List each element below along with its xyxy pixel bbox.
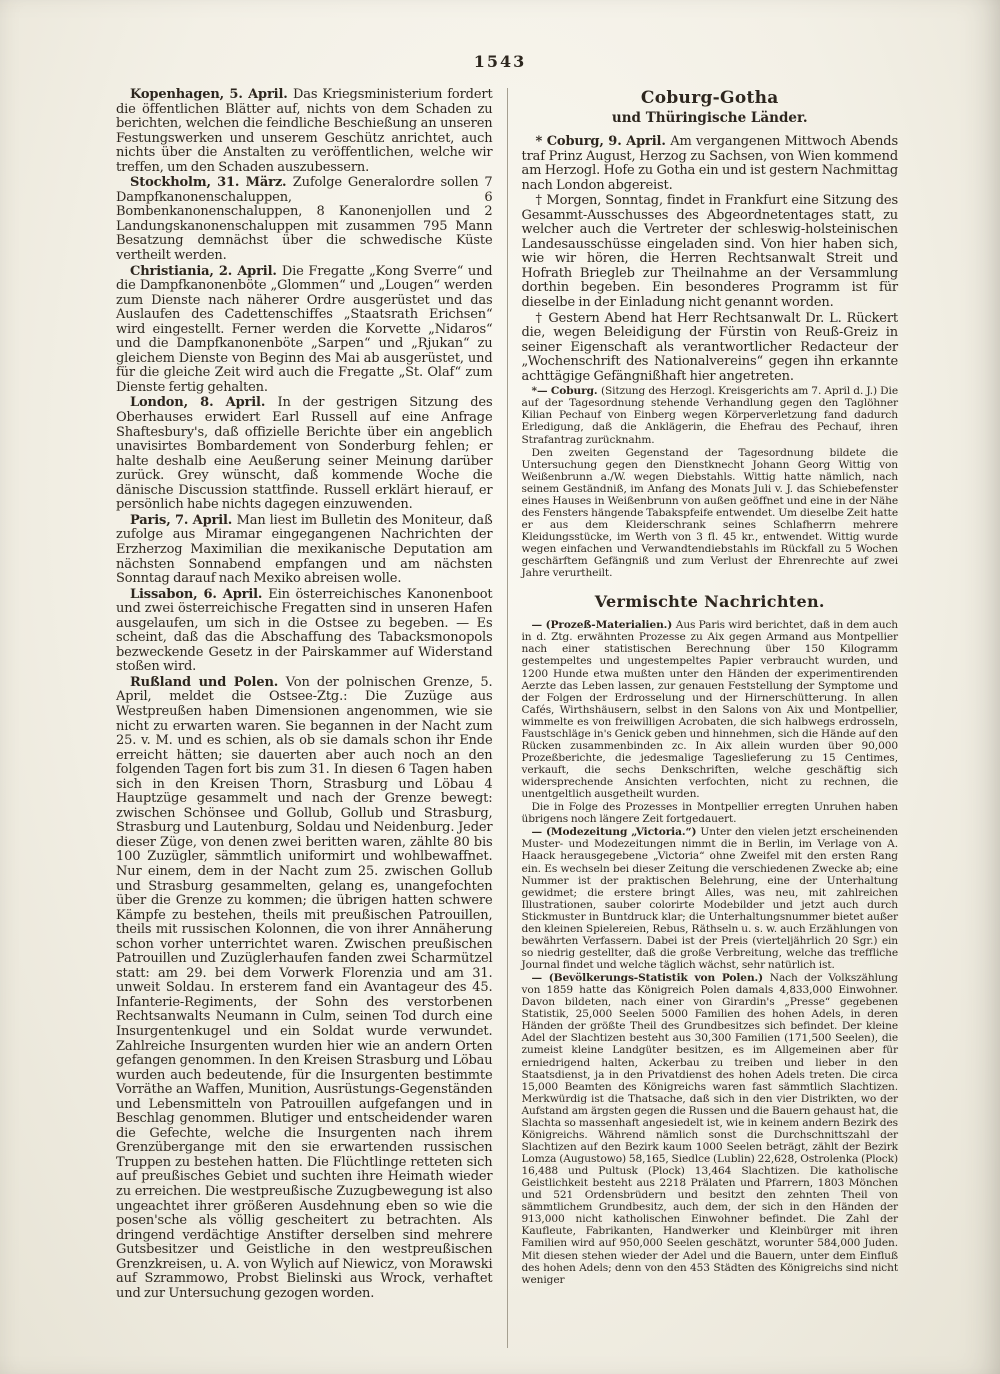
section-articles — [522, 619, 899, 1285]
article-paragraph: Paris, 7. April. Man liest im Bulletin des Moniteur, daß zufolge aus Miramar eingegangenen Nachrichten der Erzherzog Maximilian die mexikanische Deputation am nächsten Sonnabend empfangen und am nächsten Sonntag darauf nach Mexiko abreisen wolle. — [116, 512, 493, 587]
section-coburg-gotha — [522, 88, 899, 579]
article-paragraph: Lissabon, 6. April. Ein österreichisches Kanonenboot und zwei österreichische Fregatten sind in unseren Hafen ausgelaufen, um sich in die Ostsee zu begeben. — Es scheint, daß das die Abschaffung des Tabacksmonopols bezweckende Gesetz in der Pairskammer auf Widerstand stoßen wird. — [116, 586, 493, 675]
article-dateline: Lissabon, 6. April. — [130, 586, 269, 602]
article-dateline: Kopenhagen, 5. April. — [130, 87, 293, 102]
article-paragraph: Den zweiten Gegenstand der Tagesordnung bildete die Untersuchung gegen den Dienstknecht Johann Georg Wittig von Weißenbrunn a./W. wegen Diebstahls. Wittig hatte nämlich, nach seinem Geständniß, im Anfang des Monats Juli v. J. das Schiebefenster eines Hauses in Weißenbrunn von außen geöffnet und eine in der Nähe des Fensters hängende Tabakspfeife entwendet. Um dieselbe Zeit hatte er aus dem Kleiderschrank seines Schlafherrn mehrere Kleidungsstücke, im Werth von 3 fl. 45 kr., entwendet. Wittig wurde wegen einfachen und Verwandtendiebstahls im Rückfall zu 5 Wochen geschärftem Gefängniß und zum Verlust der Ehrenrechte auf zwei Jahre verurtheilt. — [521, 446, 898, 580]
article-paragraph: Kopenhagen, 5. April. Das Kriegsministerium fordert die öffentlichen Blätter auf, nichts von dem Schaden zu berichten, welchen die feindliche Beschießung an unseren Festungswerken und unserem Geschütz anrichtet, auch nichts über die Anstalten zu veröffentlichen, welche wir treffen, um den Schaden auszubessern. — [116, 87, 493, 175]
article-paragraph: Christiania, 2. April. Die Fregatte „Kong Sverre“ und die Dampfkanonenböte „Glommen“ und „Lougen“ werden zum Dienste nach näherer Ordre ausgerüstet und das Auslaufen des Cadettenschiffes „Staatsrath Erichsen“ wird eingestellt. Ferner werden die Korvette „Nidaros“ und die Dampfkanonenböte „Sarpen“ und „Rjukan“ zu gleichem Dienste von Beginn des Mai ab ausgerüstet, und für die gleiche Zeit wird auch die Fregatte „St. Olaf“ zum Dienste fertig gehalten. — [116, 263, 493, 395]
article-dateline: Stockholm, 31. März. — [130, 175, 293, 191]
article-dateline: * Coburg, 9. April. — [535, 134, 671, 149]
section-subtitle: und Thüringische Länder. — [611, 110, 808, 126]
page-columns — [116, 88, 898, 1348]
section-vermischte-nachrichten — [522, 592, 899, 1285]
article-dateline: *— Coburg. — [531, 385, 601, 398]
article-paragraph: — (Prozeß-Materialien.) Aus Paris wird berichtet, daß in dem auch in d. Ztg. erwähnten Prozesse zu Aix gegen Armand aus Montpellier nach einer statistischen Berechnung über 150 Kilogramm gestempeltes und ungestempeltes Papier verbraucht wurden, und 1200 Hunde etwa mußten unter den Händen der experimentirenden Aerzte das Leben lassen, zur genauen Feststellung der Symptome und der Folgen der Erdrosselung und der Hirnerschütterung. In allen Cafés, Wirthshäusern, selbst in den Salons von Aix und Montpellier, wimmelte es von freiwilligen Acrobaten, die sich halbwegs erdrosseln, Faustschläge in's Genick geben und hinnehmen, sich die Hände auf den Rücken zusammenbinden zc. In Aix allein wurden über 90,000 Prozeßberichte, die jedesmalige Tageslieferung zu 15 Centimes, verkauft, die sechs Denkschriften, welche geschäftig sich widersprechende Ansichten verfochten, nicht zu rechnen, die unentgeltlich ausgetheilt wurden. — [521, 619, 899, 801]
section-articles — [522, 135, 899, 579]
left-column — [116, 88, 493, 1348]
column-divider — [507, 88, 508, 1348]
section-title: Vermischte Nachrichten. — [594, 592, 825, 612]
article-dateline: Rußland und Polen. — [130, 674, 286, 690]
article-paragraph: Die in Folge des Prozesses in Montpellier erregten Unruhen haben übrigens noch längere Zeit fortgedauert. — [521, 801, 898, 826]
article-paragraph: — (Modezeitung „Victoria.“) Unter den vielen jetzt erscheinenden Muster- und Modezeitungen nimmt die in Berlin, im Verlage von A. Haack herausgegebene „Victoria“ ohne Zweifel mit den ersten Rang ein. Es wechseln bei dieser Zeitung die verschiedenen Zwecke ab; eine Nummer ist der praktischen Belehrung, eine der Unterhaltung gewidmet; die erstere bringt Alles, was neu, mit zahlreichen Illustrationen, sauber colorirte Modebilder und jetzt auch durch Stickmuster in Buntdruck klar; die Unterhaltungsnummer bietet außer den kleinen Spielereien, Rebus, Räthseln u. s. w. auch Erzählungen von bewährten Verfassern. Dabei ist der Preis (vierteljährlich 20 Sgr.) ein so niedrig gestellter, daß die große Verbreitung, welche das treffliche Journal findet und welche täglich wächst, sehr natürlich ist. — [521, 826, 898, 972]
article-dateline: — (Bevölkerungs-Statistik von Polen.) — [531, 972, 770, 985]
article-paragraph: *— Coburg. (Sitzung des Herzogl. Kreisgerichts am 7. April d. J.) Die auf der Tagesordnung stehende Verhandlung gegen den Taglöhner Kilian Pechauf von Einberg wegen Körperverletzung fand dadurch Erledigung, daß die Anklägerin, die Ehefrau des Pechauf, ihren Strafantrag zurücknahm. — [521, 385, 898, 446]
right-column — [522, 88, 899, 1348]
article-dateline: — (Prozeß-Materialien.) — [531, 619, 676, 632]
article-paragraph: * Coburg, 9. April. Am vergangenen Mittwoch Abends traf Prinz August, Herzog zu Sachsen, von Wien kommend am Herzogl. Hofe zu Gotha ein und ist gestern Nachmittag nach London abgereist. — [521, 134, 898, 193]
article-dateline: London, 8. April. — [130, 395, 278, 411]
article-dateline: Christiania, 2. April. — [130, 263, 282, 279]
article-paragraph: Stockholm, 31. März. Zufolge Generalordre sollen 7 Dampfkanonenschaluppen, 6 Bombenkanonenschaluppen, 8 Kanonenjollen und 2 Landungskanonenschaluppen mit zusammen 795 Mann Besatzung demnächst über die schwedische Küste vertheilt werden. — [116, 175, 493, 264]
article-paragraph: † Morgen, Sonntag, findet in Frankfurt eine Sitzung des Gesammt-Ausschusses des Abgeordnetentages statt, zu welcher auch die Vertreter der schleswig-holsteinischen Landesausschüsse eingeladen sind. Von hier haben sich, wie wir hören, die Herren Rechtsanwalt Streit und Hofrath Briegleb zur Theilnahme an der Versammlung dorthin begeben. Ein besonderes Programm ist für dieselbe in der Einladung nicht genannt worden. — [521, 193, 898, 311]
page-number: 1543 — [473, 52, 527, 71]
article-paragraph: † Gestern Abend hat Herr Rechtsanwalt Dr. L. Rückert die, wegen Beleidigung der Fürstin von Reuß-Greiz in seiner Eigenschaft als verantwortlicher Redacteur der „Wochenschrift des Nationalvereins“ gegen ihn erkannte achttägige Gefängnißhaft hier angetreten. — [521, 310, 898, 384]
article-paragraph: — (Bevölkerungs-Statistik von Polen.) Nach der Volkszählung von 1859 hatte das Königreich Polen damals 4,833,000 Einwohner. Davon bildeten, nach einer von Girardin's „Presse“ gegebenen Statistik, 25,000 Seelen 5000 Familien des hohen Adels, in deren Händen der größte Theil des Grundbesitzes sich befindet. Der kleine Adel der Slachtizen besteht aus 30,300 Familien (171,500 Seelen), die zumeist kleine Landgüter besitzen, es im Allgemeinen aber für erniedrigend halten, Ackerbau zu treiben und lieber in den Staatsdienst, ja in den Privatdienst des hohen Adels treten. Die circa 15,000 Beamten des Königreichs waren fast sämmtlich Slachtizen. Merkwürdig ist die Thatsache, daß sich in den vier Distrikten, wo der Aufstand am ärgsten gegen die Russen und die Bauern gehaust hat, die Slachta so massenhaft angesiedelt ist, wie in keinem andern Bezirk des Königreichs. Während nämlich sonst die Durchschnittszahl der Slachtizen auf den Bezirk kaum 1000 Seelen beträgt, zählt der Bezirk Lomza (Augustowo) 58,165, Siedlce (Lublin) 22,628, Ostrolenka (Plock) 16,488 und Pultusk (Plock) 13,464 Slachtizen. Die katholische Geistlichkeit besteht aus 2218 Prälaten und Pfarrern, 1803 Mönchen und 521 Ordensbrüdern und besitzt den zehnten Theil von sämmtlichem Grundbesitz, auch dem, der sich in den Händen der 913,000 nicht katholischen Einwohner befindet. Die Zahl der Kaufleute, Fabrikanten, Handwerker und Kleinbürger mit ihren Familien wird auf 950,000 Seelen geschätzt, worunter 584,000 Juden. Mit diesen stehen wieder der Adel und die Bauern, unter dem Einfluß des hohen Adels; denn von den 453 Städten des Königreichs sind nicht weniger — [521, 972, 898, 1286]
article-paragraph: London, 8. April. In der gestrigen Sitzung des Oberhauses erwidert Earl Russell auf eine Anfrage Shaftesbury's, daß offizielle Berichte über ein angeblich unavisirtes Bombardement von Sonderburg fehlen; er halte deshalb eine Aeußerung seiner Meinung darüber zurück. Grey wünscht, daß kommende Woche die dänische Discussion stattfinde. Russell erklärt hierauf, er persönlich habe nichts dagegen einzuwenden. — [116, 395, 493, 513]
section-title: Coburg-Gotha — [640, 88, 779, 108]
article-dateline: Paris, 7. April. — [130, 512, 237, 528]
article-paragraph: Rußland und Polen. Von der polnischen Grenze, 5. April, meldet die Ostsee-Ztg.: Die Zuzüge aus Westpreußen haben Dimensionen angenommen, wie sie nicht zu erwarten waren. Sie begannen in der Nacht zum 25. v. M. und es schien, als ob sie damals schon ihr Ende erreicht hätten; sie dauerten aber auch noch an den folgenden Tagen fort bis zum 31. In diesen 6 Tagen haben sich in den Kreisen Thorn, Strasburg und Löbau 4 Hauptzüge gesammelt und nach der Grenze bewegt: zwischen Schönsee und Gollub, Gollub und Strasburg, Strasburg und Lautenburg, Soldau und Neidenburg. Jeder dieser Züge, von denen zwei beritten waren, zählte 80 bis 100 Zuzügler, sämmtlich uniformirt und wohlbewaffnet. Nur einem, dem in der Nacht zum 25. zwischen Gollub und Strasburg gesammelten, gelang es, unangefochten über die Grenze zu kommen; die übrigen hatten schwere Kämpfe zu bestehen, theils mit preußischen Patrouillen, theils mit russischen Kolonnen, die von ihrer Annäherung schon vorher unterrichtet waren. Zwischen preußischen Patrouillen und Zuzüglerhaufen fanden zwei Scharmützel statt: am 29. bei dem Vorwerk Florenzia und am 31. unweit Soldau. In ersterem fand ein Avantageur des 45. Infanterie-Regiments, der Sohn des verstorbenen Rechtsanwalts Neumann in Culm, seinen Tod durch eine Insurgentenkugel und ein Soldat wurde verwundet. Zahlreiche Insurgenten wurden hier wie an andern Orten gefangen genommen. In den Kreisen Strasburg und Löbau wurden auch bedeutende, für die Insurgenten bestimmte Vorräthe an Waffen, Munition, Ausrüstungs-Gegenständen und Lebensmitteln von Patrouillen aufgefangen und in Beschlag genommen. Blutiger und entscheidender waren die Gefechte, welche die Insurgenten nach ihrem Grenzübergange mit den sie erwartenden russischen Truppen zu bestehen hatten. Die Flüchtlinge retteten sich auf preußisches Gebiet und suchten ihre Heimath wieder zu erreichen. Die westpreußische Zuzugbewegung ist also ungeachtet ihrer größeren Ausdehnung eben so wie die posen'sche als völlig gescheitert zu betrachten. Als dringend verdächtige Anstifter derselben sind mehrere Gutsbesitzer und Geistliche in den westpreußischen Grenzkreisen, u. A. von Wylich auf Niewicz, von Morawski auf Szrammowo, Probst Bielinski aus Wrock, verhaftet und zur Untersuchung gezogen worden. — [116, 674, 493, 1301]
article-dateline: — (Modezeitung „Victoria.“) — [531, 826, 701, 839]
